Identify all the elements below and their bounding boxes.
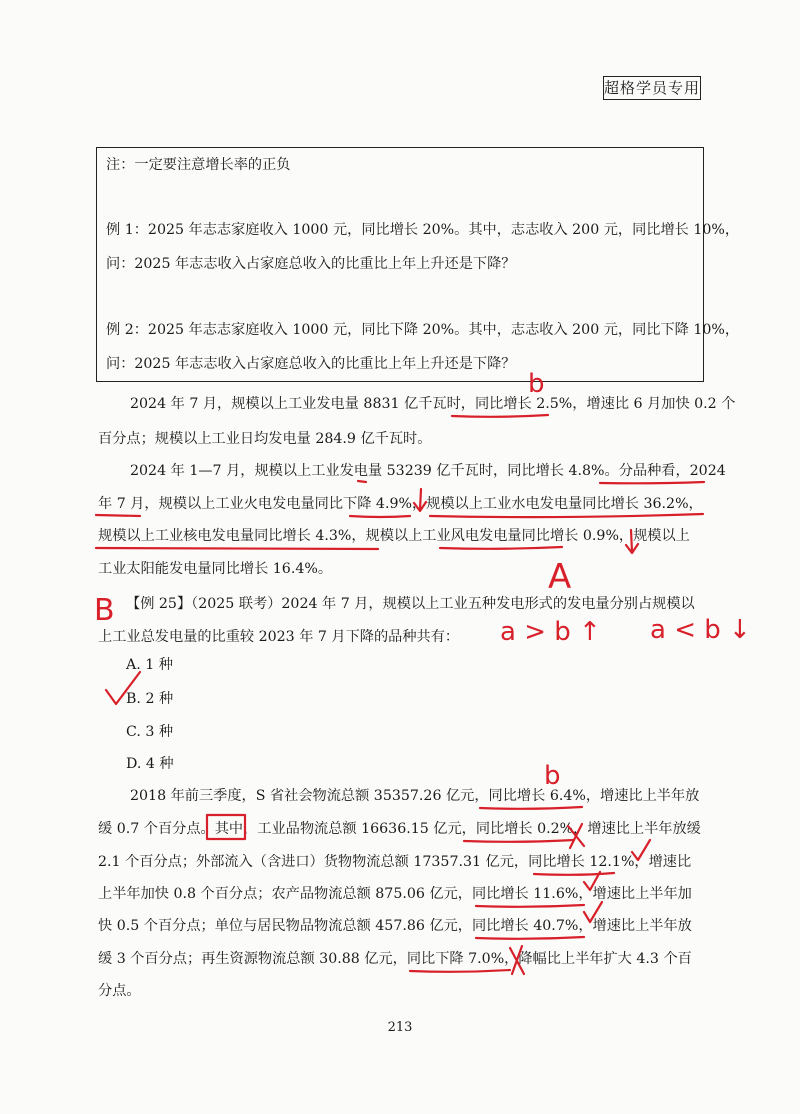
- underline-40-7: [476, 937, 584, 939]
- underline-year-start: [96, 515, 140, 516]
- letter-B-answer: B: [94, 593, 115, 628]
- question-stem-line2: 上工业总发电量的比重较 2023 年 7 月下降的品种共有：: [98, 629, 460, 645]
- page-number: 213: [387, 1020, 413, 1035]
- underline-hydro: [430, 514, 703, 517]
- para2-line3: 规模以上工业核电发电量同比增长 4.3%，规模以上工业风电发电量同比增长 0.9%，规模以上: [98, 528, 690, 544]
- header-badge: 超格学员专用: [603, 76, 701, 100]
- note-example2-line2: 问：2025 年志志收入占家庭总收入的比重比上年上升还是下降？: [106, 356, 516, 372]
- option-a: A. 1 种: [126, 657, 173, 673]
- underline-growth-2-5: [452, 415, 548, 417]
- underline-0-2: [464, 840, 574, 842]
- dash-mark-fire: [358, 481, 366, 482]
- para1-line1: 2024 年 7 月，规模以上工业发电量 8831 亿千瓦时，同比增长 2.5%，增速比 6 月加快 0.2 个: [130, 396, 736, 412]
- letter-b-top: b: [528, 369, 545, 399]
- para2-line2: 年 7 月，规模以上工业火电发电量同比下降 4.9%，规模以上工业水电发电量同比增长 36.2%，: [98, 496, 703, 512]
- note-title: 注：一定要注意增长率的正负: [106, 157, 291, 173]
- para3-line6: 缓 3 个百分点；再生资源物流总额 30.88 亿元，同比下降 7.0%，降幅比上半年扩大 4.3 个百: [98, 951, 692, 967]
- option-b: B. 2 种: [126, 691, 174, 707]
- option-c: C. 3 种: [126, 724, 174, 740]
- underline-fire-power: [350, 516, 410, 517]
- para3-line4: 上半年加快 0.8 个百分点；农产品物流总额 875.06 亿元，同比增长 11.6%，增速比上半年加: [98, 886, 692, 902]
- para1-line2: 百分点；规模以上工业日均发电量 284.9 亿千瓦时。: [98, 431, 432, 447]
- note-example1-line1: 例 1：2025 年志志家庭收入 1000 元，同比增长 20%。其中，志志收入 200 元，同比增长 10%，: [106, 222, 740, 238]
- para3-line3: 2.1 个百分点；外部流入（含进口）货物物流总额 17357.31 亿元，同比增长 12.1%，增速比: [98, 854, 692, 870]
- formula-a-lt-b: a < b ↓: [650, 615, 751, 645]
- letter-b-second: b: [544, 761, 561, 791]
- para3-line5: 快 0.5 个百分点；单位与居民物品物流总额 457.86 亿元，同比增长 40.7%，增速比上半年放: [98, 918, 692, 934]
- para2-line1: 2024 年 1—7 月，规模以上工业发电量 53239 亿千瓦时，同比增长 4.8%。分品种看，2024: [130, 463, 726, 479]
- underline-fenpinzhong: [600, 482, 704, 483]
- underline-wind: [440, 547, 562, 549]
- underline-nuclear: [96, 548, 378, 549]
- para3-line2: 缓 0.7 个百分点。其中，工业品物流总额 16636.15 亿元，同比增长 0.2%，增速比上半年放缓: [98, 821, 701, 837]
- underline-11-6: [476, 905, 584, 907]
- underline-growth-6-4: [480, 807, 582, 809]
- para3-line7: 分点。: [98, 983, 141, 999]
- note-example2-line1: 例 2：2025 年志志家庭收入 1000 元，同比下降 20%。其中，志志收入 200 元，同比下降 10%，: [106, 322, 740, 338]
- underline-minus-7-0: [410, 970, 510, 972]
- note-example1-line2: 问：2025 年志志收入占家庭总收入的比重比上年上升还是下降？: [106, 256, 516, 272]
- para2-line4: 工业太阳能发电量同比增长 16.4%。: [98, 561, 333, 577]
- formula-a-gt-b: a > b ↑: [500, 617, 601, 647]
- underline-12-1: [534, 873, 614, 875]
- para3-line1: 2018 年前三季度，S 省社会物流总额 35357.26 亿元，同比增长 6.4%，增速比上半年放: [130, 788, 700, 804]
- letter-A: A: [548, 557, 572, 597]
- question-stem-line1: 【例 25】（2025 联考）2024 年 7 月，规模以上工业五种发电形式的发电量分别占规模以: [126, 596, 695, 612]
- option-d: D. 4 种: [126, 756, 174, 772]
